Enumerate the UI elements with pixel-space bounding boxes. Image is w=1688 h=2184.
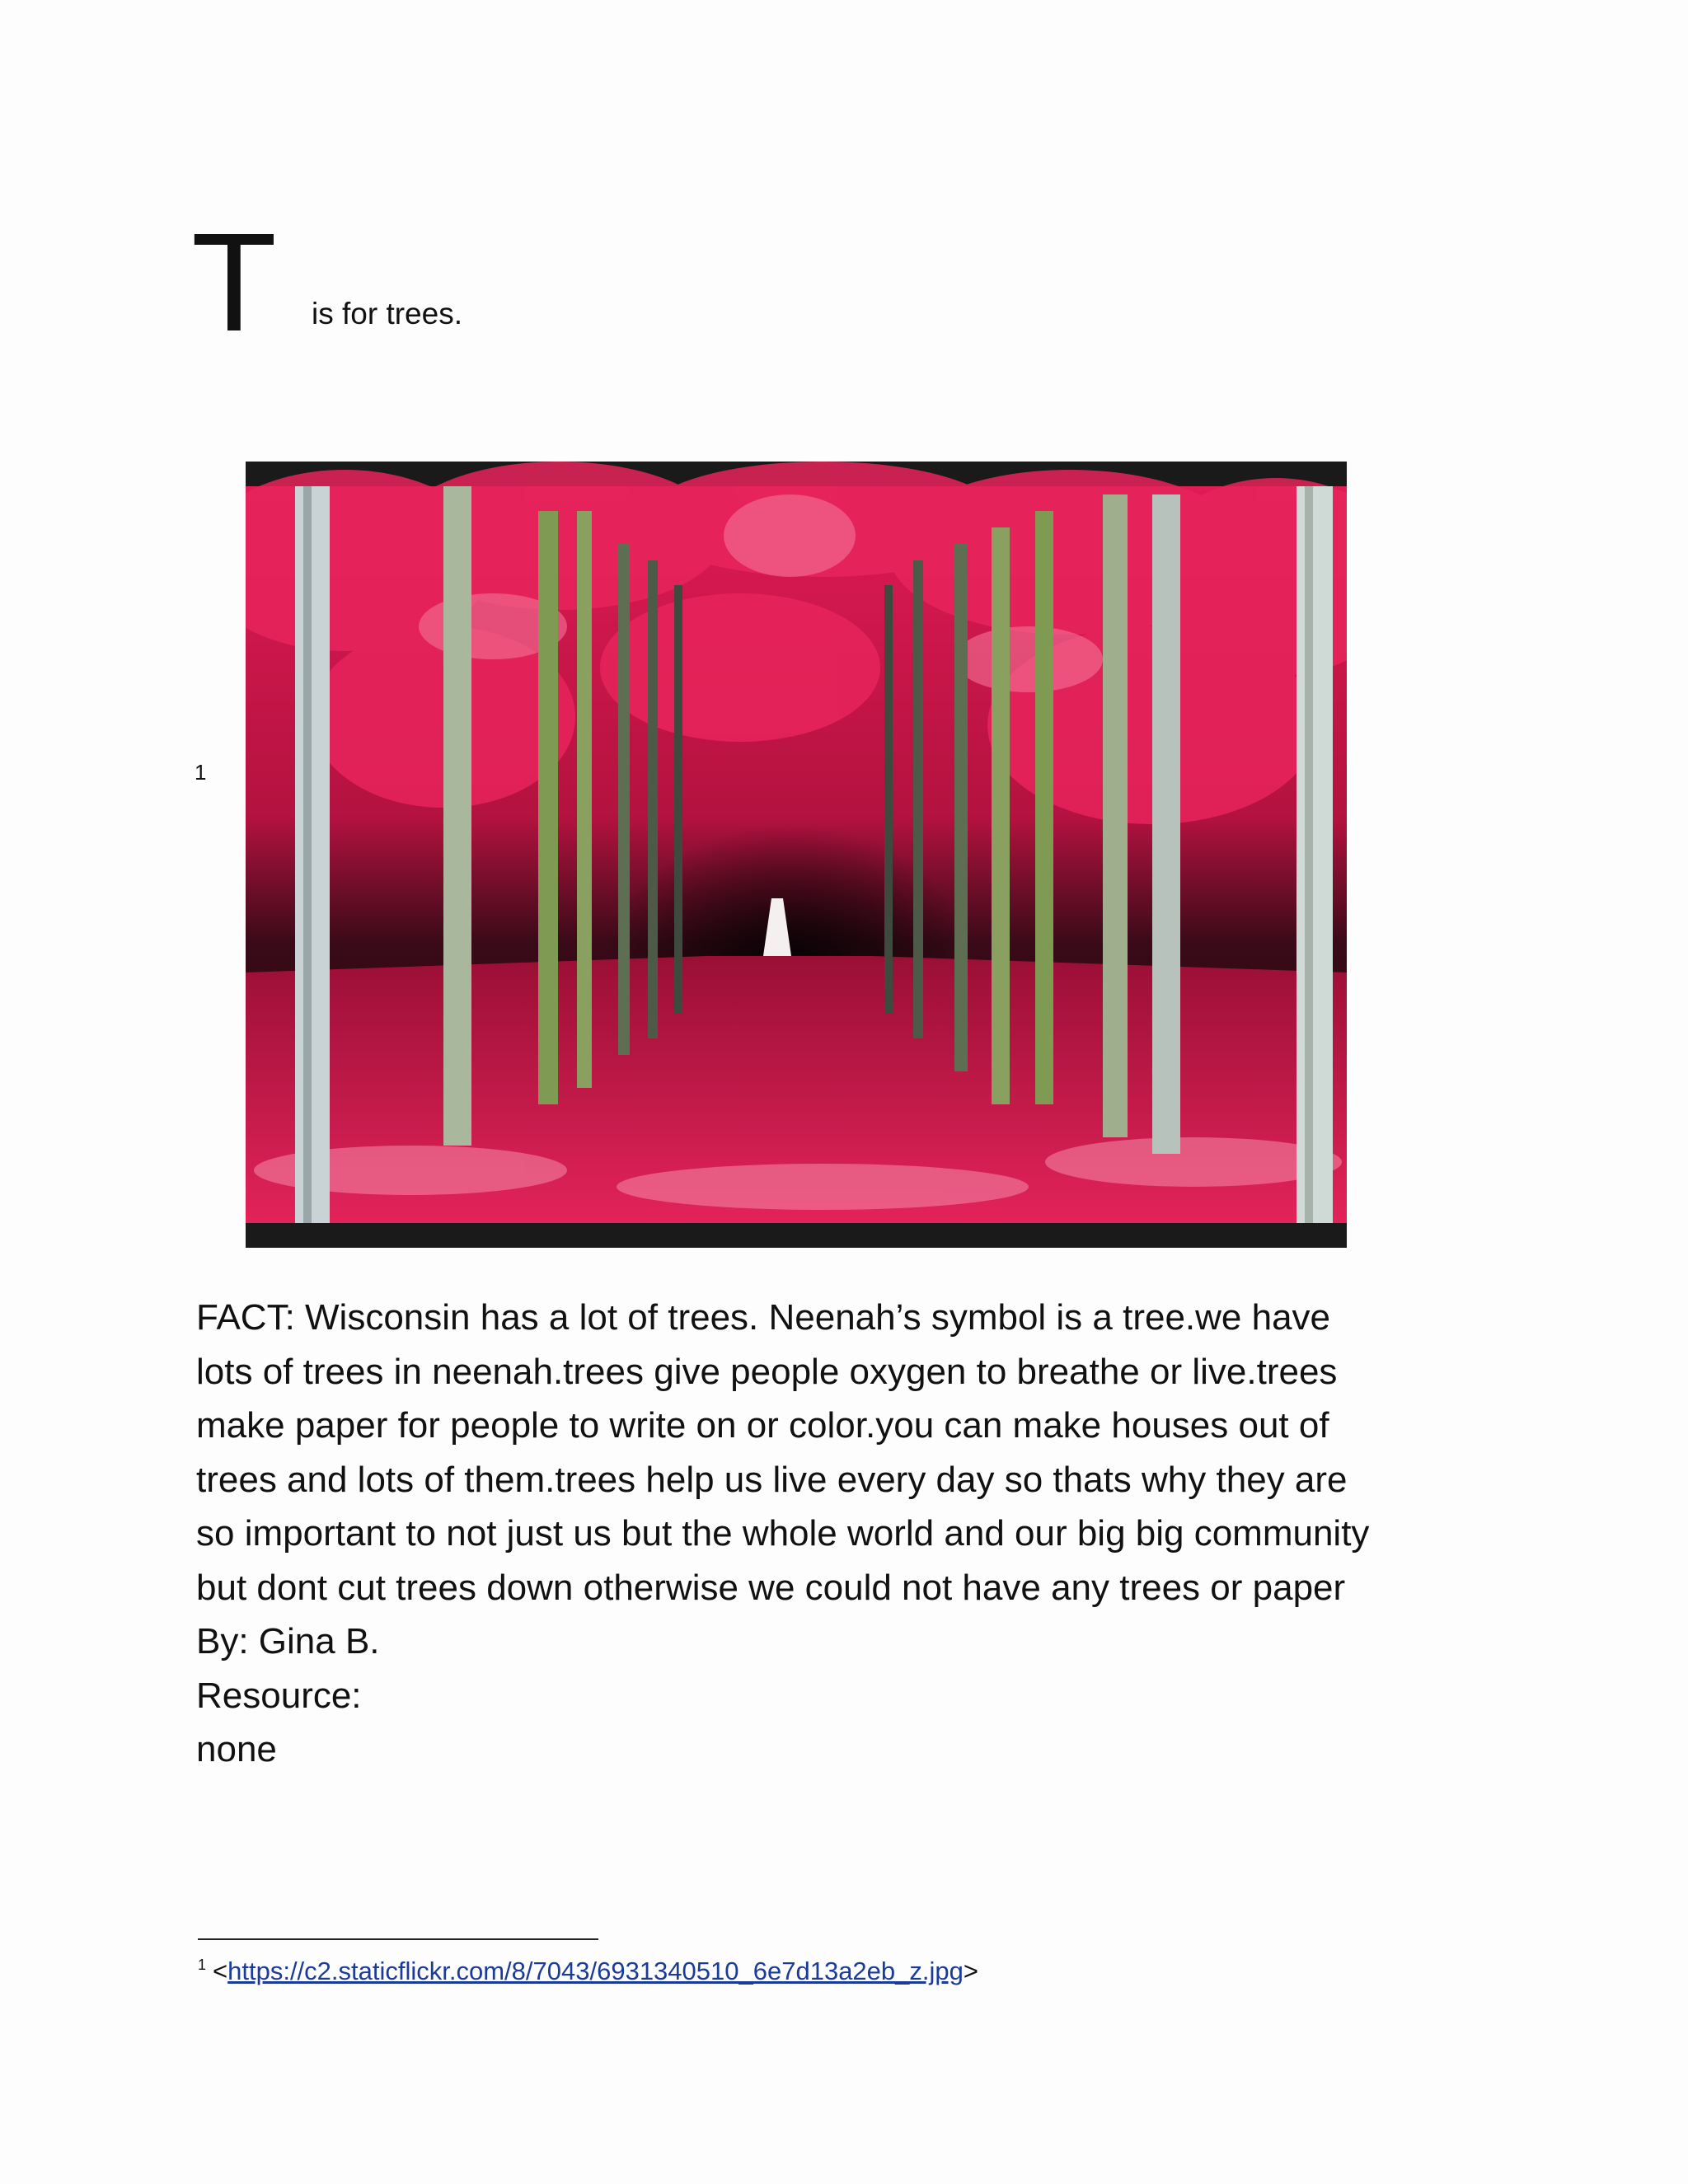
fact-line: so important to not just us but the whole world and our big big community — [196, 1513, 1370, 1554]
fact-line: FACT: Wisconsin has a lot of trees. Neenah’s symbol is a tree.we have — [196, 1297, 1331, 1338]
byline: By: Gina B. — [196, 1621, 380, 1661]
fact-line: but dont cut trees down otherwise we could not have any trees or paper — [196, 1567, 1346, 1608]
footnote-link[interactable]: https://c2.staticflickr.com/8/7043/6931340510_6e7d13a2eb_z.jpg — [227, 1957, 964, 1985]
red-forest-photo — [246, 462, 1347, 1248]
footnote-open-bracket: < — [213, 1957, 228, 1985]
drop-cap-letter: T — [191, 204, 277, 361]
fact-paragraph — [196, 1291, 1507, 1777]
resource-value: none — [196, 1729, 277, 1769]
fact-line: lots of trees in neenah.trees give people oxygen to breathe or live.trees — [196, 1351, 1338, 1392]
resource-label: Resource: — [196, 1675, 362, 1716]
fact-line: make paper for people to write on or color.you can make houses out of — [196, 1405, 1329, 1446]
footnote — [198, 1957, 978, 1986]
footnote-marker: 1 — [198, 1957, 207, 1973]
footnote-close-bracket: > — [963, 1957, 978, 1985]
footnote-divider — [198, 1938, 598, 1940]
image-footnote-marker: 1 — [195, 760, 207, 785]
heading-text: is for trees. — [312, 297, 462, 330]
fact-line: trees and lots of them.trees help us live every day so thats why they are — [196, 1459, 1348, 1500]
